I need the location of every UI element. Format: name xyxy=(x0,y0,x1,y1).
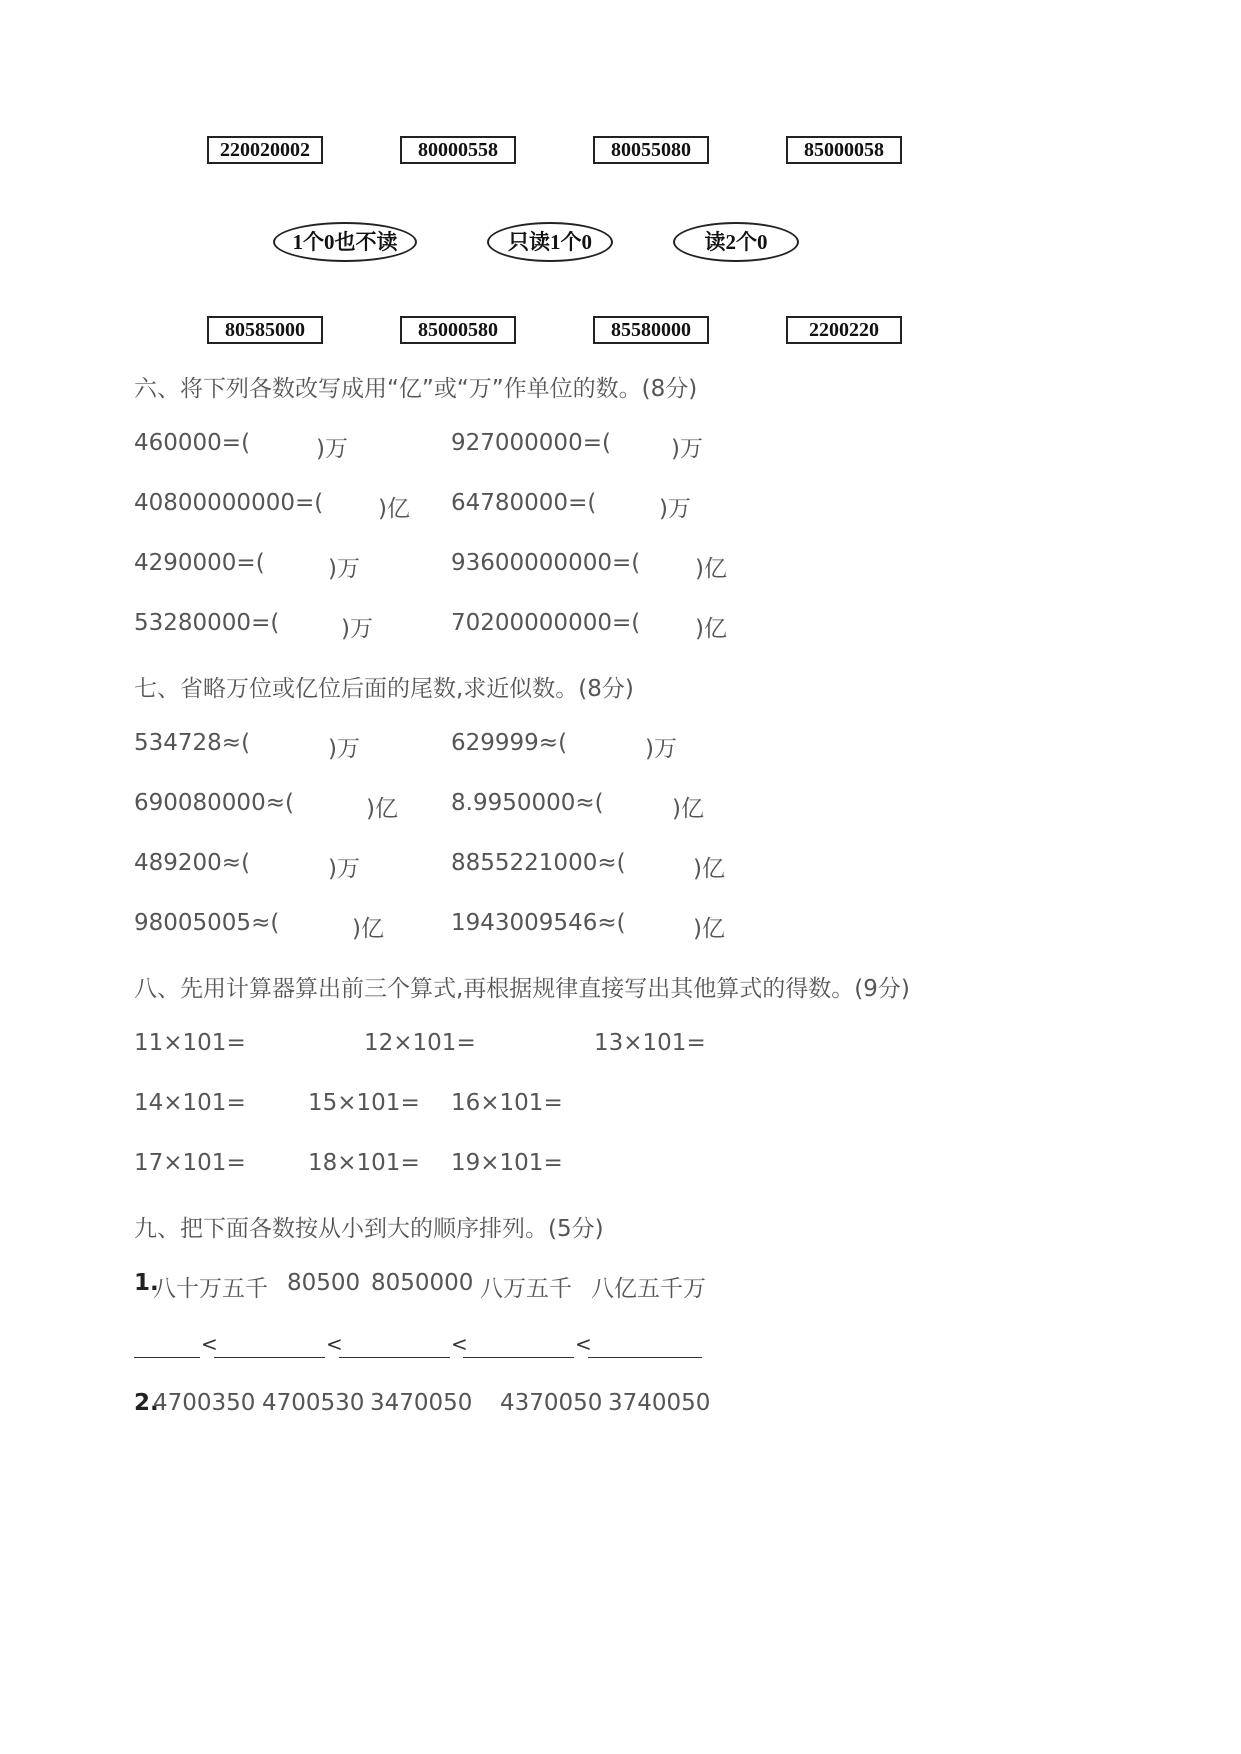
sort-item: 4370050 xyxy=(500,1390,603,1416)
question-unit: )亿 xyxy=(693,856,725,882)
answer-blank[interactable] xyxy=(339,1357,450,1358)
number-box: 220020002 xyxy=(207,136,323,164)
answer-blank[interactable] xyxy=(134,1357,200,1358)
question-unit: )万 xyxy=(341,616,373,642)
answer-blank[interactable] xyxy=(214,1357,325,1358)
sort-item: 3740050 xyxy=(608,1390,711,1416)
answer-blank[interactable] xyxy=(463,1357,574,1358)
question-text: 1943009546≈( xyxy=(451,910,626,936)
question-text: 98005005≈( xyxy=(134,910,280,936)
question-text: 4290000=( xyxy=(134,550,265,576)
number-box: 80000558 xyxy=(400,136,516,164)
number-box: 2200220 xyxy=(786,316,902,344)
category-oval: 读2个0 xyxy=(673,222,799,262)
question-text: 690080000≈( xyxy=(134,790,294,816)
question-unit: )万 xyxy=(316,436,348,462)
question-unit: )亿 xyxy=(672,796,704,822)
sort-item: 80500 xyxy=(287,1270,361,1296)
question-unit: )万 xyxy=(328,856,360,882)
equation: 15×101= xyxy=(308,1090,420,1116)
question-text: 93600000000=( xyxy=(451,550,641,576)
question-number: 1. xyxy=(134,1270,159,1296)
question-text: 8.9950000≈( xyxy=(451,790,604,816)
equation: 12×101= xyxy=(364,1030,476,1056)
question-text: 8855221000≈( xyxy=(451,850,626,876)
question-unit: )亿 xyxy=(366,796,398,822)
question-unit: )亿 xyxy=(695,616,727,642)
category-oval: 1个0也不读 xyxy=(273,222,417,262)
question-text: 70200000000=( xyxy=(451,610,641,636)
question-unit: )万 xyxy=(671,436,703,462)
sort-item: 8050000 xyxy=(371,1270,474,1296)
question-text: 64780000=( xyxy=(451,490,597,516)
equation: 13×101= xyxy=(594,1030,706,1056)
question-text: 40800000000=( xyxy=(134,490,324,516)
question-text: 534728≈( xyxy=(134,730,251,756)
less-than-sign: < xyxy=(201,1332,218,1356)
section-6-title: 六、将下列各数改写成用“亿”或“万”作单位的数。(8分) xyxy=(134,376,698,402)
section-9-title: 九、把下面各数按从小到大的顺序排列。(5分) xyxy=(134,1216,604,1242)
question-unit: )亿 xyxy=(378,496,410,522)
question-unit: )万 xyxy=(328,556,360,582)
question-text: 460000=( xyxy=(134,430,251,456)
equation: 11×101= xyxy=(134,1030,246,1056)
question-unit: )万 xyxy=(328,736,360,762)
sort-item: 4700530 xyxy=(262,1390,365,1416)
answer-blank[interactable] xyxy=(588,1357,702,1358)
question-unit: )万 xyxy=(659,496,691,522)
less-than-sign: < xyxy=(326,1332,343,1356)
number-box: 80585000 xyxy=(207,316,323,344)
equation: 16×101= xyxy=(451,1090,563,1116)
sort-item: 八万五千 xyxy=(480,1276,572,1302)
equation: 18×101= xyxy=(308,1150,420,1176)
category-oval: 只读1个0 xyxy=(487,222,613,262)
number-box: 85580000 xyxy=(593,316,709,344)
question-unit: )亿 xyxy=(695,556,727,582)
section-7-title: 七、省略万位或亿位后面的尾数,求近似数。(8分) xyxy=(134,676,634,702)
less-than-sign: < xyxy=(575,1332,592,1356)
question-text: 489200≈( xyxy=(134,850,251,876)
question-unit: )万 xyxy=(645,736,677,762)
question-unit: )亿 xyxy=(693,916,725,942)
question-text: 927000000=( xyxy=(451,430,611,456)
equation: 17×101= xyxy=(134,1150,246,1176)
number-box: 80055080 xyxy=(593,136,709,164)
sort-item: 八亿五千万 xyxy=(591,1276,706,1302)
question-text: 629999≈( xyxy=(451,730,568,756)
question-text: 53280000=( xyxy=(134,610,280,636)
sort-item: 3470050 xyxy=(370,1390,473,1416)
number-box: 85000580 xyxy=(400,316,516,344)
question-number: 2. xyxy=(134,1390,159,1416)
section-8-title: 八、先用计算器算出前三个算式,再根据规律直接写出其他算式的得数。(9分) xyxy=(134,976,910,1002)
question-unit: )亿 xyxy=(352,916,384,942)
sort-item: 八十万五千 xyxy=(153,1276,268,1302)
sort-item: 4700350 xyxy=(153,1390,256,1416)
number-box: 85000058 xyxy=(786,136,902,164)
less-than-sign: < xyxy=(451,1332,468,1356)
equation: 19×101= xyxy=(451,1150,563,1176)
equation: 14×101= xyxy=(134,1090,246,1116)
